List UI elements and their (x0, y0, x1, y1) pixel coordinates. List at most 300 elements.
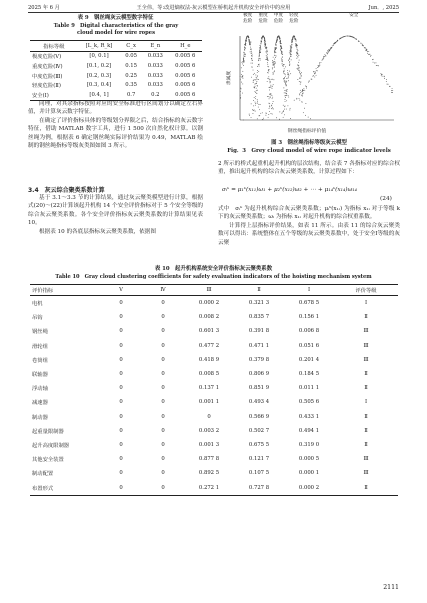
cloud-drop (302, 89, 303, 90)
cloud-drop (274, 55, 275, 56)
cloud-drop (322, 59, 323, 60)
table10-cell: 0.433 1 (298, 413, 320, 420)
cloud-drop (260, 113, 261, 114)
cloud-drop (273, 79, 274, 80)
cloud-drop (268, 78, 269, 79)
cloud-drop (269, 89, 270, 90)
table10-cell: 0 (207, 413, 211, 420)
cloud-drop (302, 102, 303, 103)
cloud-drop (299, 60, 300, 61)
table10-cell: 0 (119, 300, 123, 307)
cloud-drop (240, 98, 241, 99)
table10-cell: 0.892 5 (198, 470, 220, 477)
cloud-drop (284, 109, 285, 110)
table10-cell: 0.121 7 (248, 456, 270, 463)
cloud-drop (277, 37, 278, 38)
cloud-drop (264, 42, 265, 43)
cloud-drop (240, 88, 241, 89)
cloud-drop (266, 57, 267, 58)
cloud-drop (241, 77, 242, 78)
table10-cell: 0 (161, 441, 165, 448)
cloud-drop (274, 63, 275, 64)
cloud-drop (244, 50, 245, 51)
table9-cell: 0.005 6 (175, 72, 196, 79)
cloud-drop (286, 84, 287, 85)
cloud-drop (290, 54, 291, 55)
cloud-drop (306, 86, 307, 87)
cloud-drop (274, 59, 275, 60)
cloud-drop (261, 41, 262, 42)
cloud-drop (278, 36, 279, 37)
cloud-drop (286, 82, 287, 83)
table10-cell: 0 (119, 328, 123, 335)
cloud-drop (290, 53, 291, 54)
cloud-drop (272, 62, 273, 63)
cloud-drop (270, 81, 271, 82)
paragraph: 式中 σᵢᵏ 为起升机构综合灰云聚类系数；μᵢᵏ(x₁ᵢ) 为指标 x₁ᵢ 对于等级 k 下的灰云聚类系数；ωᵢ 为指标 x₁ᵢ 对起升机构的综合权重系数。 (218, 206, 400, 221)
table9-cell: 0.033 (147, 82, 163, 89)
table10-cell: 0.319 0 (298, 441, 320, 448)
cloud-drop (262, 119, 263, 120)
cloud-drops (240, 36, 393, 121)
cloud-drop (274, 70, 275, 71)
table10-cell: 0.806 9 (248, 371, 270, 378)
cloud-drop (275, 43, 276, 44)
cloud-drop (269, 98, 270, 99)
table10-cell: 0 (119, 371, 123, 378)
cloud-drop (284, 77, 285, 78)
cloud-drop (296, 52, 297, 53)
cloud-drop (308, 117, 309, 118)
table10-cell: 0.601 3 (198, 328, 220, 335)
cloud-drop (353, 37, 354, 38)
cloud-drop (244, 48, 245, 49)
paragraph: 根据表 10 的各底层指标灰云聚类系数，依据图 (39, 228, 156, 235)
cloud-drop (251, 53, 252, 54)
table10 (30, 284, 398, 496)
cloud-drop (259, 109, 260, 110)
table10-cell: 制动配置 (32, 471, 54, 478)
cloud-drop (274, 51, 275, 52)
cloud-drop (260, 46, 261, 47)
cloud-drop (380, 73, 381, 74)
cloud-drop (251, 49, 252, 50)
cloud-drop (285, 95, 286, 96)
cloud-drop (292, 38, 293, 39)
table9-cell: 0.033 (147, 72, 163, 79)
table10-cell: 0.051 6 (298, 342, 320, 349)
cloud-drop (363, 45, 364, 46)
cloud-drop (286, 109, 287, 110)
cloud-drop (314, 71, 315, 72)
cloud-drop (329, 50, 330, 51)
cloud-drop (243, 62, 244, 63)
cloud-drop (253, 80, 254, 81)
cloud-drop (300, 78, 301, 79)
cloud-drop (285, 101, 286, 102)
cloud-drop (256, 78, 257, 79)
table9-cell: [0.2, 0.3] (86, 72, 112, 79)
cloud-drop (287, 74, 288, 75)
cloud-drop (288, 60, 289, 61)
cloud-drop (285, 83, 286, 84)
cloud-drop (319, 64, 320, 65)
cloud-drop (270, 85, 271, 86)
cloud-drop (267, 64, 268, 65)
cloud-drop (267, 66, 268, 67)
cloud-drop (299, 81, 300, 82)
cloud-drop (268, 117, 269, 118)
cloud-drop (372, 59, 373, 60)
table10-cell: Ⅱ (364, 371, 368, 378)
page-number: 2111 (383, 584, 399, 591)
cloud-drop (282, 54, 283, 55)
cloud-drop (296, 49, 297, 50)
table10-cell: 0.000 2 (298, 484, 320, 491)
table10-row (30, 424, 398, 438)
cloud-drop (298, 65, 299, 66)
table10-cell: 0.566 9 (248, 413, 270, 420)
cloud-drop (374, 63, 375, 64)
cloud-drop (272, 88, 273, 89)
cloud-drop (253, 74, 254, 75)
cloud-drop (365, 50, 366, 51)
cloud-drop (240, 97, 241, 98)
header-date-en: Jun．, 2025 (368, 5, 399, 11)
cloud-drop (282, 112, 283, 113)
cloud-drop (242, 75, 243, 76)
cloud-drop (249, 43, 250, 44)
cloud-drop (258, 79, 259, 80)
cloud-drop (300, 90, 301, 91)
cloud-drop (287, 70, 288, 71)
table10-cell: 0 (119, 456, 123, 463)
cloud-drop (259, 64, 260, 65)
table10-header-row (30, 285, 398, 296)
table9-header-cell: C_x (126, 42, 136, 49)
cloud-drop (273, 101, 274, 102)
cloud-drop (240, 95, 241, 96)
cloud-drop (347, 36, 348, 37)
table10-cell: 0 (119, 356, 123, 363)
table10-cell: 浮动轴 (32, 386, 48, 393)
cloud-drop (368, 54, 369, 55)
cloud-drop (258, 107, 259, 108)
table10-row (30, 410, 398, 424)
cloud-drop (285, 92, 286, 93)
cloud-drop (289, 64, 290, 65)
cloud-drop (291, 46, 292, 47)
cloud-drop (252, 113, 253, 114)
cloud-drop (259, 51, 260, 52)
table9-cell: 0.2 (151, 91, 160, 98)
cloud-drop (319, 65, 320, 66)
right-text-block-2 (218, 205, 400, 247)
cloud-drop (388, 84, 389, 85)
cloud-drop (305, 86, 306, 87)
cloud-drop (266, 51, 267, 52)
right-text-block (218, 160, 400, 177)
cloud-drop (391, 90, 392, 91)
cloud-drop (260, 49, 261, 50)
cloud-drop (251, 42, 252, 43)
cloud-drop (299, 71, 300, 72)
cloud-drop (298, 62, 299, 63)
cloud-drop (270, 94, 271, 95)
cloud-drop (265, 43, 266, 44)
cloud-drop (252, 56, 253, 57)
table10-cell: Ⅱ (364, 441, 368, 448)
cloud-drop (301, 76, 302, 77)
cloud-drop (316, 68, 317, 69)
figure3-plot (218, 10, 400, 138)
table10-row (30, 466, 398, 480)
cloud-drop (251, 117, 252, 118)
table10-cell: Ⅱ (364, 385, 368, 392)
cloud-drop (240, 76, 241, 77)
cloud-drop (332, 45, 333, 46)
cloud-drop (259, 58, 260, 59)
cloud-drop (299, 78, 300, 79)
cloud-drop (316, 70, 317, 71)
table10-cell: 减速器 (32, 400, 48, 407)
cloud-drop (373, 62, 374, 63)
table10-cell: 0.471 1 (248, 342, 270, 349)
cloud-drop (291, 48, 292, 49)
cloud-drop (284, 73, 285, 74)
table10-cell: 起重量限制器 (32, 428, 64, 435)
cloud-drop (268, 69, 269, 70)
cloud-drop (268, 71, 269, 72)
table10-cell: Ⅲ (363, 470, 369, 477)
cloud-drop (368, 51, 369, 52)
cloud-drop (255, 98, 256, 99)
cloud-drop (271, 79, 272, 80)
cloud-drop (299, 93, 300, 94)
cloud-drop (281, 48, 282, 49)
cloud-drop (240, 91, 241, 92)
cloud-drop (289, 110, 290, 111)
table10-row (30, 381, 398, 395)
cloud-drop (255, 105, 256, 106)
cloud-drop (245, 56, 246, 57)
paragraph: 基于 3.1～3.3 节的计算结果，通过灰云聚类模型进行计算，根据式(20)～(22)计算该起升机构 14 个安全评价指标对于 5 个安全等级的综合灰云聚类系数。各个安全评价指标灰云聚类系数的计算结果见表 10。 (28, 195, 204, 227)
table10-cell: 0.379 8 (248, 356, 270, 363)
table10-cell: 0 (161, 484, 165, 491)
cloud-drop (290, 45, 291, 46)
cloud-drop (319, 62, 320, 63)
table10-cell: 0.001 1 (198, 399, 220, 406)
cloud-drop (326, 52, 327, 53)
cloud-drop (273, 84, 274, 85)
level-label: 极度 (243, 13, 253, 18)
table9-cell: 0.35 (125, 82, 138, 89)
cloud-drop (279, 119, 280, 120)
cloud-drop (289, 58, 290, 59)
cloud-drop (337, 41, 338, 42)
cloud-drop (303, 88, 304, 89)
table10-cell: 0.000 1 (298, 470, 320, 477)
cloud-drop (255, 74, 256, 75)
cloud-drop (246, 38, 247, 39)
cloud-drop (244, 61, 245, 62)
cloud-drop (296, 53, 297, 54)
cloud-drop (254, 73, 255, 74)
cloud-drop (272, 103, 273, 104)
cloud-drop (286, 78, 287, 79)
cloud-drop (301, 75, 302, 76)
cloud-drop (245, 40, 246, 41)
cloud-drop (259, 53, 260, 54)
cloud-drop (323, 58, 324, 59)
table10-row (30, 324, 398, 338)
cloud-drop (291, 42, 292, 43)
cloud-drop (272, 114, 273, 115)
table9-header-cell: E_n (150, 42, 161, 49)
table10-row (30, 339, 398, 353)
cloud-drop (293, 37, 294, 38)
cloud-drop (296, 98, 297, 99)
table10-cell: 0.678 5 (298, 300, 320, 307)
table10-header-cell: Ⅲ (206, 287, 212, 293)
cloud-drop (297, 50, 298, 51)
table10-cell: 0 (161, 470, 165, 477)
table10-cell: 0 (119, 427, 123, 434)
cloud-drop (255, 86, 256, 87)
table9-cell: 0.25 (125, 72, 138, 79)
cloud-drop (289, 57, 290, 58)
cloud-drop (293, 36, 294, 37)
table10-cell: 0.321 3 (248, 300, 270, 307)
level-label: 危险 (273, 19, 284, 24)
cloud-drop (256, 90, 257, 91)
cloud-drop (291, 47, 292, 48)
table10-cell: 0 (161, 456, 165, 463)
cloud-drop (382, 76, 383, 77)
cloud-drop (245, 44, 246, 45)
cloud-drop (367, 53, 368, 54)
cloud-drop (280, 49, 281, 50)
cloud-drop (282, 57, 283, 58)
table9-cell: 0.005 6 (175, 53, 196, 60)
cloud-drop (306, 88, 307, 89)
cloud-drop (289, 61, 290, 62)
cloud-drop (280, 50, 281, 51)
cloud-drop (286, 100, 287, 101)
cloud-drop (296, 46, 297, 47)
cloud-drop (296, 47, 297, 48)
table9-cell: 0.033 (147, 53, 163, 60)
cloud-drop (286, 91, 287, 92)
level-label: 安全 (349, 13, 359, 18)
cloud-drop (250, 44, 251, 45)
cloud-drop (268, 66, 269, 67)
cloud-drop (298, 70, 299, 71)
cloud-drop (251, 51, 252, 52)
cloud-drop (273, 63, 274, 64)
cloud-drop (274, 50, 275, 51)
cloud-drop (244, 54, 245, 55)
cloud-drop (257, 103, 258, 104)
cloud-drop (269, 108, 270, 109)
cloud-drop (296, 45, 297, 46)
cloud-drop (297, 79, 298, 80)
cloud-drop (367, 51, 368, 52)
table10-cell: 0.493 4 (248, 399, 270, 406)
cloud-drop (252, 55, 253, 56)
table10-row (30, 438, 398, 452)
cloud-drop (265, 44, 266, 45)
cloud-drop (320, 62, 321, 63)
cloud-drop (242, 71, 243, 72)
table10-cell: 0.001 3 (198, 441, 220, 448)
cloud-drop (290, 118, 291, 119)
cloud-drop (276, 42, 277, 43)
table9-cell: 0.05 (125, 53, 138, 60)
equation-number: (24) (380, 196, 392, 202)
table10-cell: 起升高度限制器 (32, 442, 70, 449)
section-heading: 3.4 灰云综合聚类系数计算 (28, 187, 105, 194)
cloud-drop (301, 72, 302, 73)
cloud-drop (282, 63, 283, 64)
table10-cell: 0 (119, 314, 123, 321)
header-date: 2025 年 6 月 (28, 5, 60, 11)
cloud-drop (281, 43, 282, 44)
cloud-drop (284, 82, 285, 83)
cloud-drop (392, 92, 393, 93)
cloud-drop (261, 39, 262, 40)
table10-cell: 0.000 5 (298, 456, 320, 463)
cloud-drop (259, 54, 260, 55)
cloud-drop (305, 115, 306, 116)
cloud-drop (260, 45, 261, 46)
cloud-drop (291, 44, 292, 45)
cloud-drop (350, 36, 351, 37)
cloud-drop (241, 62, 242, 63)
cloud-drop (266, 50, 267, 51)
cloud-drop (241, 88, 242, 89)
cloud-drop (264, 46, 265, 47)
cloud-drop (262, 112, 263, 113)
cloud-drop (343, 36, 344, 37)
cloud-drop (281, 53, 282, 54)
cloud-drop (387, 84, 388, 85)
cloud-drop (243, 65, 244, 66)
cloud-drop (265, 115, 266, 116)
cloud-drop (257, 99, 258, 100)
cloud-drop (297, 52, 298, 53)
cloud-drop (269, 106, 270, 107)
cloud-drop (290, 73, 291, 74)
cloud-drop (254, 91, 255, 92)
cloud-drop (302, 93, 303, 94)
cloud-drop (243, 120, 244, 121)
cloud-drop (264, 40, 265, 41)
cloud-drop (275, 48, 276, 49)
table10-cell: 0 (119, 484, 123, 491)
cloud-drop (264, 38, 265, 39)
cloud-drop (262, 37, 263, 38)
table10-cell: 0.000 2 (198, 300, 220, 307)
cloud-drop (248, 39, 249, 40)
cloud-drop (269, 103, 270, 104)
cloud-drop (376, 65, 377, 66)
cloud-drop (289, 64, 290, 65)
cloud-drop (289, 52, 290, 53)
cloud-drop (276, 40, 277, 41)
cloud-drop (285, 106, 286, 107)
cloud-drop (334, 43, 335, 44)
